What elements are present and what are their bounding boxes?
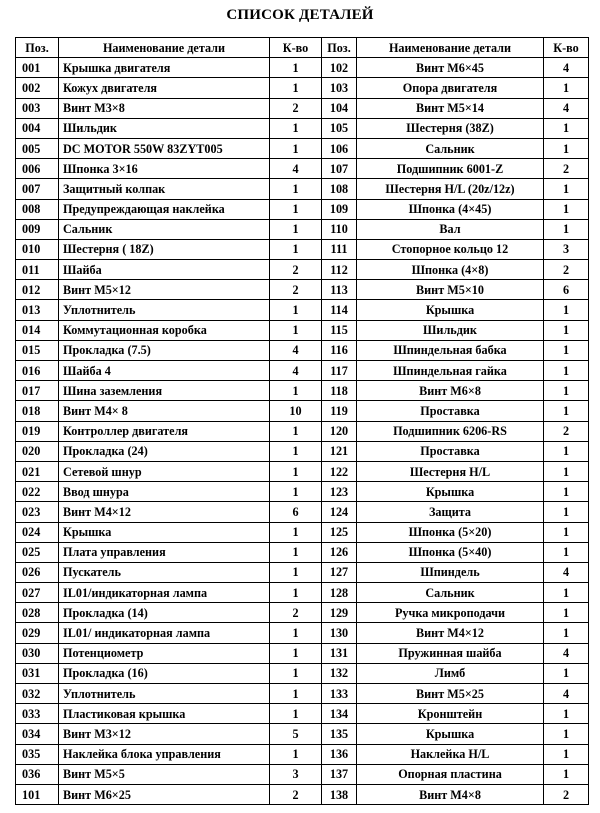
table-row bbox=[16, 684, 589, 704]
part-name-2: Шпиндель bbox=[357, 562, 544, 582]
part-quantity: 1 bbox=[270, 421, 322, 441]
table-row bbox=[16, 502, 589, 522]
part-position-2: 106 bbox=[322, 138, 357, 158]
part-quantity: 1 bbox=[270, 663, 322, 683]
table-row bbox=[16, 744, 589, 764]
part-position: 010 bbox=[16, 239, 59, 259]
part-position: 032 bbox=[16, 684, 59, 704]
part-quantity-2: 3 bbox=[544, 239, 589, 259]
part-position-2: 132 bbox=[322, 663, 357, 683]
part-quantity: 1 bbox=[270, 583, 322, 603]
part-name: Потенциометр bbox=[59, 643, 270, 663]
part-name: Шайба bbox=[59, 260, 270, 280]
part-position-2: 105 bbox=[322, 118, 357, 138]
part-name-2: Сальник bbox=[357, 138, 544, 158]
part-name: Прокладка (16) bbox=[59, 663, 270, 683]
table-row bbox=[16, 724, 589, 744]
part-position: 033 bbox=[16, 704, 59, 724]
part-quantity-2: 6 bbox=[544, 280, 589, 300]
part-position: 024 bbox=[16, 522, 59, 542]
part-quantity-2: 1 bbox=[544, 219, 589, 239]
part-name-2: Винт М4×8 bbox=[357, 784, 544, 804]
part-position-2: 126 bbox=[322, 542, 357, 562]
part-quantity: 4 bbox=[270, 340, 322, 360]
table-row bbox=[16, 421, 589, 441]
part-position-2: 116 bbox=[322, 340, 357, 360]
part-quantity-2: 1 bbox=[544, 300, 589, 320]
part-position-2: 104 bbox=[322, 98, 357, 118]
part-name-2: Крышка bbox=[357, 482, 544, 502]
part-quantity: 1 bbox=[270, 300, 322, 320]
part-position: 026 bbox=[16, 562, 59, 582]
part-name: Шина заземления bbox=[59, 381, 270, 401]
header-qty: К-во bbox=[270, 38, 322, 58]
part-quantity: 1 bbox=[270, 542, 322, 562]
part-quantity-2: 4 bbox=[544, 58, 589, 78]
header-name-2: Наименование детали bbox=[357, 38, 544, 58]
part-quantity: 1 bbox=[270, 562, 322, 582]
part-position-2: 112 bbox=[322, 260, 357, 280]
part-position-2: 128 bbox=[322, 583, 357, 603]
table-row bbox=[16, 623, 589, 643]
table-row bbox=[16, 482, 589, 502]
part-name: Контроллер двигателя bbox=[59, 421, 270, 441]
part-quantity-2: 1 bbox=[544, 441, 589, 461]
part-quantity: 1 bbox=[270, 643, 322, 663]
part-position-2: 129 bbox=[322, 603, 357, 623]
part-quantity: 1 bbox=[270, 744, 322, 764]
part-name: Винт М3×12 bbox=[59, 724, 270, 744]
part-name-2: Шильдик bbox=[357, 320, 544, 340]
part-position: 020 bbox=[16, 441, 59, 461]
part-quantity-2: 1 bbox=[544, 118, 589, 138]
table-row bbox=[16, 542, 589, 562]
table-row bbox=[16, 784, 589, 804]
part-position: 031 bbox=[16, 663, 59, 683]
part-position: 034 bbox=[16, 724, 59, 744]
part-name-2: Подшипник 6206-RS bbox=[357, 421, 544, 441]
part-quantity-2: 1 bbox=[544, 603, 589, 623]
part-quantity-2: 1 bbox=[544, 583, 589, 603]
part-quantity-2: 1 bbox=[544, 502, 589, 522]
part-quantity-2: 4 bbox=[544, 684, 589, 704]
part-position: 021 bbox=[16, 461, 59, 481]
part-name-2: Винт М5×14 bbox=[357, 98, 544, 118]
part-quantity: 1 bbox=[270, 239, 322, 259]
part-name: Плата управления bbox=[59, 542, 270, 562]
part-name: Винт М3×8 bbox=[59, 98, 270, 118]
table-row bbox=[16, 461, 589, 481]
part-name-2: Винт М5×10 bbox=[357, 280, 544, 300]
part-quantity: 1 bbox=[270, 381, 322, 401]
table-row bbox=[16, 361, 589, 381]
part-name-2: Шпонка (4×8) bbox=[357, 260, 544, 280]
part-name: Крышка bbox=[59, 522, 270, 542]
part-position-2: 114 bbox=[322, 300, 357, 320]
part-name: Шпонка 3×16 bbox=[59, 159, 270, 179]
part-quantity: 1 bbox=[270, 118, 322, 138]
table-row bbox=[16, 78, 589, 98]
header-qty-2: К-во bbox=[544, 38, 589, 58]
table-body bbox=[16, 58, 589, 805]
part-quantity-2: 1 bbox=[544, 542, 589, 562]
part-position: 015 bbox=[16, 340, 59, 360]
part-quantity: 1 bbox=[270, 441, 322, 461]
part-position: 009 bbox=[16, 219, 59, 239]
part-name: IL01/ индикаторная лампа bbox=[59, 623, 270, 643]
table-row bbox=[16, 583, 589, 603]
table-row bbox=[16, 340, 589, 360]
part-name-2: Крышка bbox=[357, 724, 544, 744]
part-quantity: 4 bbox=[270, 361, 322, 381]
part-position-2: 135 bbox=[322, 724, 357, 744]
part-name-2: Шпиндельная гайка bbox=[357, 361, 544, 381]
part-name-2: Винт М6×45 bbox=[357, 58, 544, 78]
part-quantity: 1 bbox=[270, 522, 322, 542]
part-name-2: Наклейка H/L bbox=[357, 744, 544, 764]
part-quantity: 1 bbox=[270, 461, 322, 481]
part-position-2: 109 bbox=[322, 199, 357, 219]
part-name: Шайба 4 bbox=[59, 361, 270, 381]
part-quantity-2: 1 bbox=[544, 764, 589, 784]
part-quantity-2: 1 bbox=[544, 179, 589, 199]
part-position: 006 bbox=[16, 159, 59, 179]
part-name: Пластиковая крышка bbox=[59, 704, 270, 724]
part-position-2: 131 bbox=[322, 643, 357, 663]
part-quantity-2: 4 bbox=[544, 643, 589, 663]
table-row bbox=[16, 58, 589, 78]
part-quantity-2: 1 bbox=[544, 340, 589, 360]
part-quantity-2: 1 bbox=[544, 704, 589, 724]
part-quantity: 2 bbox=[270, 280, 322, 300]
part-quantity-2: 2 bbox=[544, 159, 589, 179]
part-quantity-2: 1 bbox=[544, 663, 589, 683]
part-quantity: 5 bbox=[270, 724, 322, 744]
part-position: 002 bbox=[16, 78, 59, 98]
part-quantity: 1 bbox=[270, 78, 322, 98]
header-pos: Поз. bbox=[16, 38, 59, 58]
table-row bbox=[16, 764, 589, 784]
part-name: Ввод шнура bbox=[59, 482, 270, 502]
part-quantity: 2 bbox=[270, 98, 322, 118]
part-position-2: 110 bbox=[322, 219, 357, 239]
part-position-2: 117 bbox=[322, 361, 357, 381]
part-name: Сетевой шнур bbox=[59, 461, 270, 481]
part-name: Пускатель bbox=[59, 562, 270, 582]
part-position: 017 bbox=[16, 381, 59, 401]
table-header-row bbox=[16, 38, 589, 58]
part-quantity-2: 1 bbox=[544, 381, 589, 401]
part-name: Сальник bbox=[59, 219, 270, 239]
part-quantity: 1 bbox=[270, 219, 322, 239]
part-position: 029 bbox=[16, 623, 59, 643]
table-row bbox=[16, 199, 589, 219]
part-quantity: 10 bbox=[270, 401, 322, 421]
part-name-2: Проставка bbox=[357, 401, 544, 421]
part-name-2: Шпонка (5×20) bbox=[357, 522, 544, 542]
part-name: Винт М4×12 bbox=[59, 502, 270, 522]
part-position-2: 137 bbox=[322, 764, 357, 784]
part-name-2: Винт М6×8 bbox=[357, 381, 544, 401]
part-name: Шильдик bbox=[59, 118, 270, 138]
part-position: 028 bbox=[16, 603, 59, 623]
part-name-2: Винт М4×12 bbox=[357, 623, 544, 643]
part-position-2: 118 bbox=[322, 381, 357, 401]
part-position: 101 bbox=[16, 784, 59, 804]
part-quantity: 1 bbox=[270, 179, 322, 199]
part-quantity-2: 1 bbox=[544, 320, 589, 340]
part-quantity-2: 1 bbox=[544, 724, 589, 744]
table-row bbox=[16, 603, 589, 623]
part-position: 014 bbox=[16, 320, 59, 340]
table-row bbox=[16, 522, 589, 542]
part-quantity: 2 bbox=[270, 603, 322, 623]
part-position: 025 bbox=[16, 542, 59, 562]
part-name: Защитный колпак bbox=[59, 179, 270, 199]
table-row bbox=[16, 320, 589, 340]
part-position: 005 bbox=[16, 138, 59, 158]
part-name-2: Подшипник 6001-Z bbox=[357, 159, 544, 179]
part-quantity: 2 bbox=[270, 260, 322, 280]
part-name: Коммутационная коробка bbox=[59, 320, 270, 340]
table-row bbox=[16, 280, 589, 300]
part-name-2: Лимб bbox=[357, 663, 544, 683]
part-name-2: Опорная пластина bbox=[357, 764, 544, 784]
part-quantity: 2 bbox=[270, 784, 322, 804]
part-position: 022 bbox=[16, 482, 59, 502]
part-quantity-2: 1 bbox=[544, 744, 589, 764]
part-name-2: Сальник bbox=[357, 583, 544, 603]
part-name: Шестерня ( 18Z) bbox=[59, 239, 270, 259]
part-name-2: Шестерня (38Z) bbox=[357, 118, 544, 138]
part-quantity-2: 1 bbox=[544, 401, 589, 421]
part-position: 011 bbox=[16, 260, 59, 280]
part-quantity: 1 bbox=[270, 320, 322, 340]
part-position-2: 111 bbox=[322, 239, 357, 259]
part-position: 023 bbox=[16, 502, 59, 522]
part-position-2: 108 bbox=[322, 179, 357, 199]
part-name-2: Защита bbox=[357, 502, 544, 522]
part-position: 030 bbox=[16, 643, 59, 663]
part-name-2: Проставка bbox=[357, 441, 544, 461]
part-position: 004 bbox=[16, 118, 59, 138]
header-pos-2: Поз. bbox=[322, 38, 357, 58]
part-position-2: 103 bbox=[322, 78, 357, 98]
part-quantity: 1 bbox=[270, 138, 322, 158]
part-quantity-2: 1 bbox=[544, 78, 589, 98]
part-name: Прокладка (14) bbox=[59, 603, 270, 623]
part-quantity-2: 1 bbox=[544, 199, 589, 219]
part-name-2: Шестерня H/L bbox=[357, 461, 544, 481]
part-name-2: Пружинная шайба bbox=[357, 643, 544, 663]
part-position-2: 122 bbox=[322, 461, 357, 481]
part-position-2: 130 bbox=[322, 623, 357, 643]
parts-table bbox=[15, 37, 589, 805]
part-name-2: Опора двигателя bbox=[357, 78, 544, 98]
part-position: 019 bbox=[16, 421, 59, 441]
part-name: IL01/индикаторная лампа bbox=[59, 583, 270, 603]
part-name-2: Шпиндельная бабка bbox=[357, 340, 544, 360]
part-name: Уплотнитель bbox=[59, 684, 270, 704]
part-quantity-2: 2 bbox=[544, 421, 589, 441]
part-name-2: Стопорное кольцо 12 bbox=[357, 239, 544, 259]
part-name: DC MOTOR 550W 83ZYT005 bbox=[59, 138, 270, 158]
table-row bbox=[16, 643, 589, 663]
header-name: Наименование детали bbox=[59, 38, 270, 58]
part-quantity-2: 2 bbox=[544, 784, 589, 804]
part-position: 027 bbox=[16, 583, 59, 603]
part-name-2: Вал bbox=[357, 219, 544, 239]
table-row bbox=[16, 219, 589, 239]
part-position-2: 138 bbox=[322, 784, 357, 804]
part-name-2: Кронштейн bbox=[357, 704, 544, 724]
part-quantity-2: 1 bbox=[544, 522, 589, 542]
part-name: Винт М5×5 bbox=[59, 764, 270, 784]
part-quantity: 1 bbox=[270, 704, 322, 724]
part-name: Кожух двигателя bbox=[59, 78, 270, 98]
part-name: Винт М6×25 bbox=[59, 784, 270, 804]
part-quantity-2: 4 bbox=[544, 562, 589, 582]
part-position-2: 124 bbox=[322, 502, 357, 522]
table-row bbox=[16, 239, 589, 259]
part-quantity-2: 1 bbox=[544, 461, 589, 481]
part-name: Винт М5×12 bbox=[59, 280, 270, 300]
part-position: 008 bbox=[16, 199, 59, 219]
part-quantity-2: 1 bbox=[544, 361, 589, 381]
part-position: 018 bbox=[16, 401, 59, 421]
part-position-2: 127 bbox=[322, 562, 357, 582]
part-name: Уплотнитель bbox=[59, 300, 270, 320]
part-quantity: 1 bbox=[270, 58, 322, 78]
part-position: 013 bbox=[16, 300, 59, 320]
part-name-2: Ручка микроподачи bbox=[357, 603, 544, 623]
part-quantity-2: 1 bbox=[544, 138, 589, 158]
part-position: 016 bbox=[16, 361, 59, 381]
part-name: Винт М4× 8 bbox=[59, 401, 270, 421]
part-position-2: 115 bbox=[322, 320, 357, 340]
part-quantity: 1 bbox=[270, 482, 322, 502]
table-row bbox=[16, 138, 589, 158]
part-position: 012 bbox=[16, 280, 59, 300]
part-position-2: 134 bbox=[322, 704, 357, 724]
part-position: 036 bbox=[16, 764, 59, 784]
part-name: Предупреждающая наклейка bbox=[59, 199, 270, 219]
part-name: Прокладка (24) bbox=[59, 441, 270, 461]
table-row bbox=[16, 401, 589, 421]
table-row bbox=[16, 704, 589, 724]
table-row bbox=[16, 260, 589, 280]
part-position-2: 113 bbox=[322, 280, 357, 300]
part-quantity: 1 bbox=[270, 623, 322, 643]
part-quantity: 4 bbox=[270, 159, 322, 179]
part-position-2: 102 bbox=[322, 58, 357, 78]
part-name-2: Шестерня H/L (20z/12z) bbox=[357, 179, 544, 199]
part-position: 035 bbox=[16, 744, 59, 764]
part-position: 007 bbox=[16, 179, 59, 199]
part-name-2: Шпонка (5×40) bbox=[357, 542, 544, 562]
part-quantity: 1 bbox=[270, 199, 322, 219]
page-title: СПИСОК ДЕТАЛЕЙ bbox=[226, 7, 374, 23]
part-position-2: 123 bbox=[322, 482, 357, 502]
part-name: Прокладка (7.5) bbox=[59, 340, 270, 360]
part-position-2: 133 bbox=[322, 684, 357, 704]
table-row bbox=[16, 118, 589, 138]
part-quantity-2: 1 bbox=[544, 623, 589, 643]
table-row bbox=[16, 441, 589, 461]
part-position-2: 136 bbox=[322, 744, 357, 764]
part-quantity: 3 bbox=[270, 764, 322, 784]
table-row bbox=[16, 179, 589, 199]
part-quantity-2: 1 bbox=[544, 482, 589, 502]
table-row bbox=[16, 381, 589, 401]
part-position-2: 125 bbox=[322, 522, 357, 542]
part-name: Наклейка блока управления bbox=[59, 744, 270, 764]
part-quantity-2: 4 bbox=[544, 98, 589, 118]
table-row bbox=[16, 300, 589, 320]
part-name-2: Шпонка (4×45) bbox=[357, 199, 544, 219]
part-quantity-2: 2 bbox=[544, 260, 589, 280]
part-position-2: 119 bbox=[322, 401, 357, 421]
part-name-2: Крышка bbox=[357, 300, 544, 320]
table-row bbox=[16, 98, 589, 118]
part-quantity: 1 bbox=[270, 684, 322, 704]
part-quantity: 6 bbox=[270, 502, 322, 522]
part-name: Крышка двигателя bbox=[59, 58, 270, 78]
part-position-2: 121 bbox=[322, 441, 357, 461]
part-position-2: 107 bbox=[322, 159, 357, 179]
table-row bbox=[16, 562, 589, 582]
part-position: 003 bbox=[16, 98, 59, 118]
table-row bbox=[16, 159, 589, 179]
table-row bbox=[16, 663, 589, 683]
part-position-2: 120 bbox=[322, 421, 357, 441]
part-name-2: Винт М5×25 bbox=[357, 684, 544, 704]
part-position: 001 bbox=[16, 58, 59, 78]
